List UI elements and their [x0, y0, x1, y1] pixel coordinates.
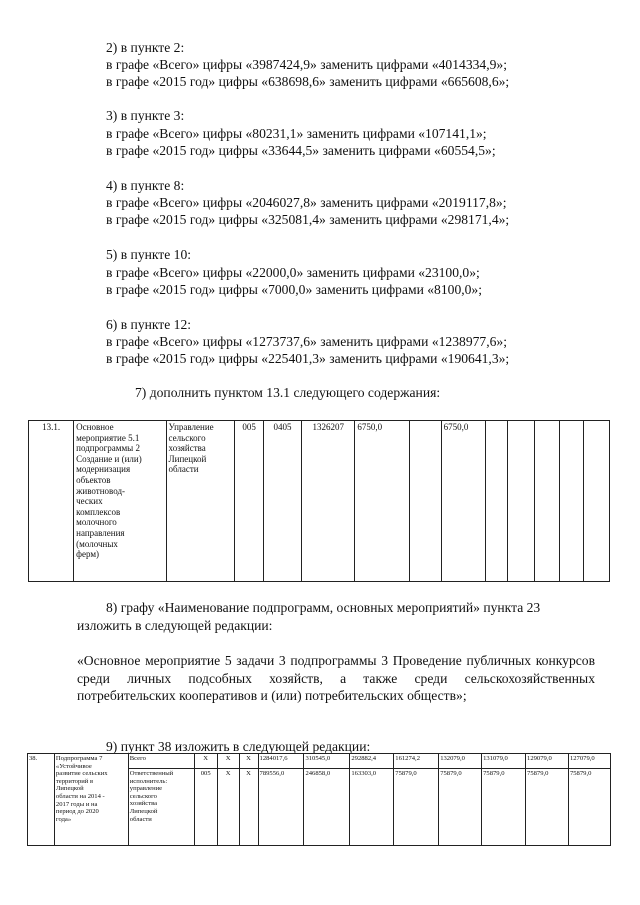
cell-line: Подпрограмма 7	[55, 755, 103, 762]
event-name-cell	[74, 421, 166, 582]
code-cell: Х	[217, 754, 239, 769]
cell-line: хозяйства	[168, 443, 206, 454]
code-grbs-cell: 005	[235, 421, 264, 582]
cell-line: период до 2020	[55, 808, 99, 816]
year-2020-cell: 75879,0	[568, 769, 610, 846]
cell-line: области на 2014 -	[55, 792, 105, 800]
year-2016-cell: 161274,2	[394, 754, 439, 769]
cell-line: исполнитель:	[129, 777, 168, 785]
total-cell: 6750,0	[355, 421, 409, 582]
year-2017-cell: 75879,0	[439, 769, 482, 846]
subprogram-name-cell	[54, 754, 128, 846]
row-label-cell	[128, 769, 194, 846]
cell-line: модернизация	[76, 464, 131, 475]
empty-cell	[409, 421, 441, 582]
code-cell: 005	[194, 769, 217, 846]
empty-cell	[584, 421, 610, 582]
row-label-cell: Всего	[128, 754, 194, 769]
code-cell: Х	[217, 769, 239, 846]
item-7-text: 7) дополнить пунктом 13.1 следующего содержания:	[135, 385, 441, 400]
year-2014-cell: 310545,0	[304, 754, 350, 769]
cell-line: управление	[129, 785, 163, 793]
cell-line: мероприятие 5.1	[76, 432, 140, 443]
item-9-text: 9) пункт 38 изложить в следующей редакции:	[106, 739, 371, 754]
cell-line: года»	[55, 815, 72, 823]
executor-cell	[166, 421, 235, 582]
empty-cell	[485, 421, 508, 582]
year-2015-cell: 292882,4	[350, 754, 394, 769]
amendment-heading: 6) в пункте 12:	[106, 317, 192, 332]
code-article-cell: 1326207	[302, 421, 355, 582]
cell-line: ческих	[76, 496, 103, 507]
cell-line: комплексов	[76, 506, 121, 517]
cell-line: объектов	[76, 474, 111, 485]
amendment-heading: 5) в пункте 10:	[106, 247, 192, 262]
cell-line: 2017 годы и на	[55, 800, 98, 808]
amendment-heading: 4) в пункте 8:	[106, 178, 185, 193]
year-2020-cell: 127079,0	[568, 754, 610, 769]
amendment-line: в графе «2015 год» цифры «638698,6» заменить цифрами «665608,6»;	[106, 74, 510, 89]
cell-line: области	[129, 815, 152, 823]
item-8-line-1: 8) графу «Наименование подпрограмм, основных мероприятий» пункта 23	[106, 600, 541, 615]
item-8-line-2: изложить в следующей редакции:	[77, 618, 273, 633]
amendment-line: в графе «Всего» цифры «2046027,8» заменить цифрами «2019117,8»;	[106, 195, 507, 210]
code-cell: Х	[239, 769, 258, 846]
cell-line: Липецкой	[129, 807, 158, 815]
year-2019-cell: 75879,0	[526, 769, 569, 846]
amendment-heading: 2) в пункте 2:	[106, 40, 185, 55]
year-2016-cell: 75879,0	[394, 769, 439, 846]
cell-line: «Устойчивое	[55, 762, 92, 770]
cell-line: территорий в	[55, 777, 94, 785]
cell-line: направления	[76, 527, 125, 538]
table-item-13-1	[28, 420, 610, 582]
year-2018-cell: 75879,0	[482, 769, 526, 846]
year-2019-cell: 129079,0	[526, 754, 569, 769]
cell-line: Ответственный	[129, 770, 174, 777]
row-number: 13.1.	[29, 421, 74, 582]
table-row	[29, 421, 610, 582]
year-2015-cell: 163303,0	[350, 769, 394, 846]
amendment-line: в графе «2015 год» цифры «33644,5» заменить цифрами «60554,5»;	[106, 143, 496, 158]
empty-cell	[508, 421, 535, 582]
cell-line: (молочных	[76, 538, 118, 549]
table-item-38	[27, 753, 611, 846]
cell-line: Липецкой	[55, 785, 84, 793]
year-2017-cell: 132079,0	[439, 754, 482, 769]
quoted-text: «Основное мероприятие 5 задачи 3 подпрограммы 3 Проведение публичных конкурсов среди личных подсобных хозяйств, а также среди сельскохозяйственных потребительских кооперативов и (или) потребительских обществ»;	[77, 653, 595, 703]
total-cell: 789556,0	[258, 769, 304, 846]
code-cell: Х	[194, 754, 217, 769]
row-number: 38.	[28, 754, 55, 846]
amendment-heading: 3) в пункте 3:	[106, 108, 185, 123]
amendment-line: в графе «2015 год» цифры «325081,4» заменить цифрами «298171,4»;	[106, 212, 510, 227]
cell-line: хозяйства	[129, 800, 158, 808]
code-section-cell: 0405	[264, 421, 302, 582]
year-2015-cell: 6750,0	[441, 421, 485, 582]
cell-line: сельского	[168, 432, 206, 443]
cell-line: животновод-	[76, 485, 126, 496]
amendment-line: в графе «Всего» цифры «80231,1» заменить цифрами «107141,1»;	[106, 126, 487, 141]
cell-line: подпрограммы 2	[76, 443, 140, 454]
year-2018-cell: 131079,0	[482, 754, 526, 769]
cell-line: молочного	[76, 517, 117, 528]
cell-line: Липецкой	[168, 453, 207, 464]
empty-cell	[534, 421, 559, 582]
empty-cell	[559, 421, 584, 582]
cell-line: Управление	[168, 422, 214, 432]
cell-line: Создание и (или)	[76, 453, 142, 464]
amendment-line: в графе «Всего» цифры «1273737,6» заменить цифрами «1238977,6»;	[106, 334, 507, 349]
amendment-line: в графе «2015 год» цифры «225401,3» заменить цифрами «190641,3»;	[106, 351, 510, 366]
cell-line: Основное	[76, 422, 114, 432]
code-cell: Х	[239, 754, 258, 769]
year-2014-cell: 246858,0	[304, 769, 350, 846]
amendment-line: в графе «Всего» цифры «3987424,9» заменить цифрами «4014334,9»;	[106, 57, 507, 72]
cell-line: сельского	[129, 792, 157, 800]
amendment-line: в графе «2015 год» цифры «7000,0» заменить цифрами «8100,0»;	[106, 282, 483, 297]
cell-line: области	[168, 464, 199, 475]
cell-line: ферм)	[76, 549, 100, 560]
table-row	[28, 754, 611, 769]
total-cell: 1284017,6	[258, 754, 304, 769]
cell-line: развитие сельских	[55, 770, 108, 778]
amendment-line: в графе «Всего» цифры «22000,0» заменить цифрами «23100,0»;	[106, 265, 480, 280]
